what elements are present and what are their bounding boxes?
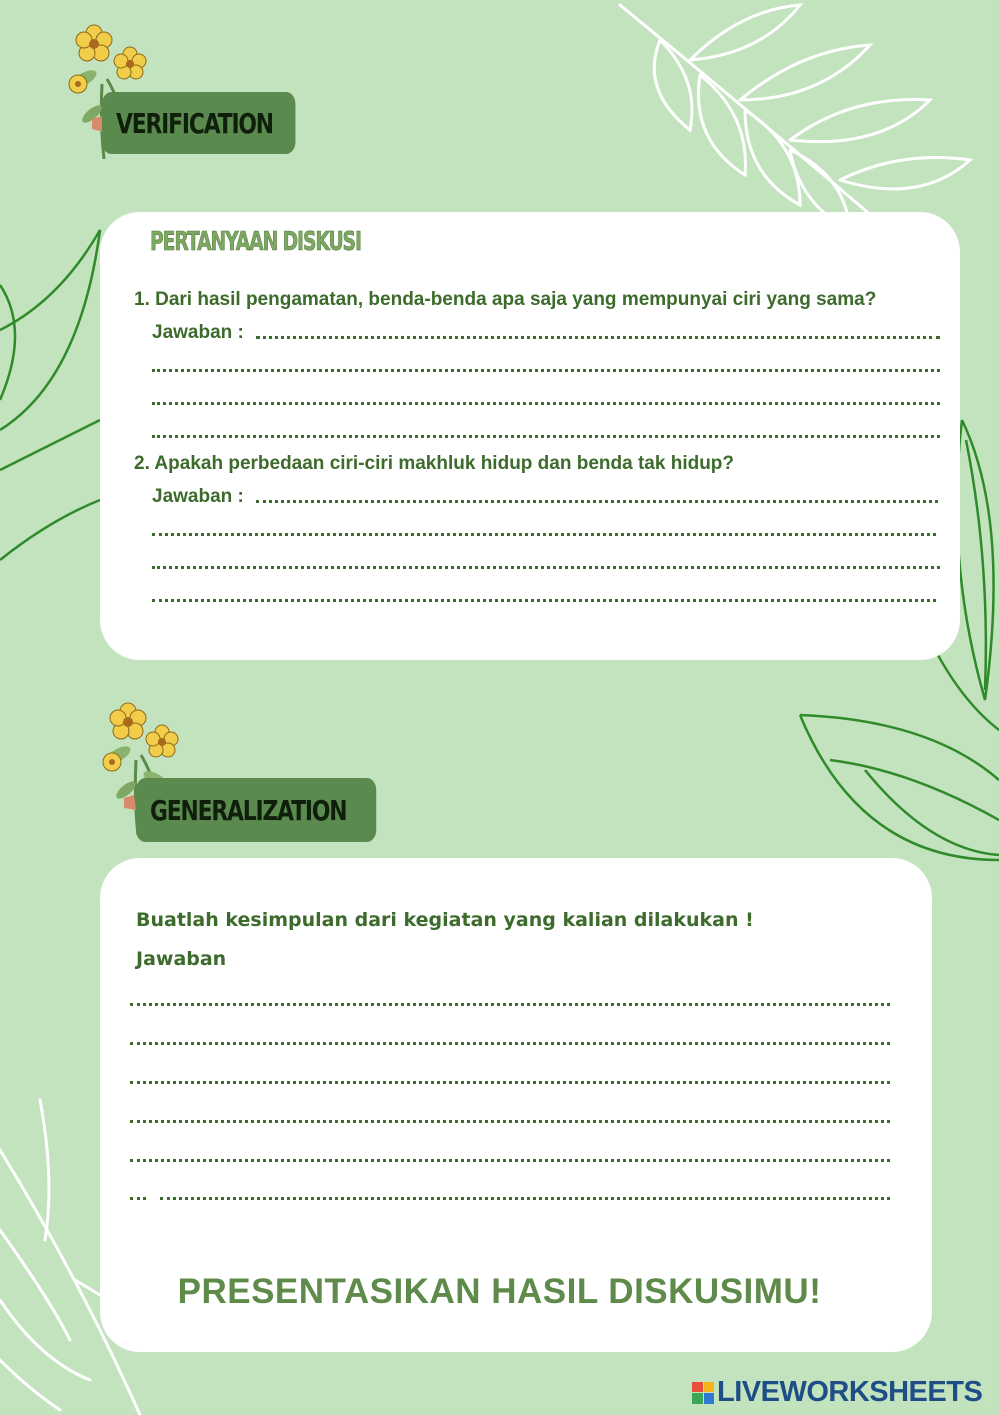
answer-2-line[interactable] (256, 500, 938, 503)
answer-2-line[interactable] (152, 566, 940, 569)
generalization-answer-label: Jawaban (136, 948, 227, 970)
verification-tag (102, 92, 295, 154)
leaf-outline-icon (620, 5, 970, 240)
conclusion-answer-line[interactable] (130, 1003, 890, 1006)
liveworksheets-brand (692, 1376, 982, 1409)
answer-1-line[interactable] (256, 336, 940, 339)
brand-name: LIVEWORKSHEETS (717, 1376, 983, 1408)
leaf-outline-icon (0, 230, 100, 560)
conclusion-answer-line[interactable] (130, 1197, 146, 1200)
conclusion-answer-line[interactable] (130, 1042, 890, 1045)
answer-2-label: Jawaban : (152, 486, 244, 507)
question-2: 2. Apakah perbedaan ciri-ciri makhluk hidup dan benda tak hidup? (134, 453, 735, 474)
answer-2-line[interactable] (152, 599, 936, 602)
question-1: 1. Dari hasil pengamatan, benda-benda apa saja yang mempunyai ciri yang sama? (134, 289, 877, 310)
discussion-title: PERTANYAAN DISKUSI (150, 227, 361, 257)
conclusion-answer-line[interactable] (130, 1081, 890, 1084)
answer-1-label: Jawaban : (152, 322, 244, 343)
generalization-label: GENERALIZATION (150, 793, 347, 827)
liveworksheets-logo-icon (692, 1382, 714, 1404)
generalization-tag (136, 778, 376, 842)
answer-2-line[interactable] (152, 533, 936, 536)
presentation-call-to-action: PRESENTASIKAN HASIL DISKUSIMU! (177, 1272, 822, 1311)
answer-1-line[interactable] (152, 435, 940, 438)
answer-1-line[interactable] (152, 402, 940, 405)
conclusion-answer-line[interactable] (130, 1120, 890, 1123)
answer-1-line[interactable] (152, 369, 940, 372)
verification-label: VERIFICATION (116, 106, 273, 140)
generalization-prompt: Buatlah kesimpulan dari kegiatan yang kalian dilakukan ! (136, 909, 754, 931)
conclusion-answer-line[interactable] (160, 1197, 890, 1200)
conclusion-answer-line[interactable] (130, 1159, 890, 1162)
